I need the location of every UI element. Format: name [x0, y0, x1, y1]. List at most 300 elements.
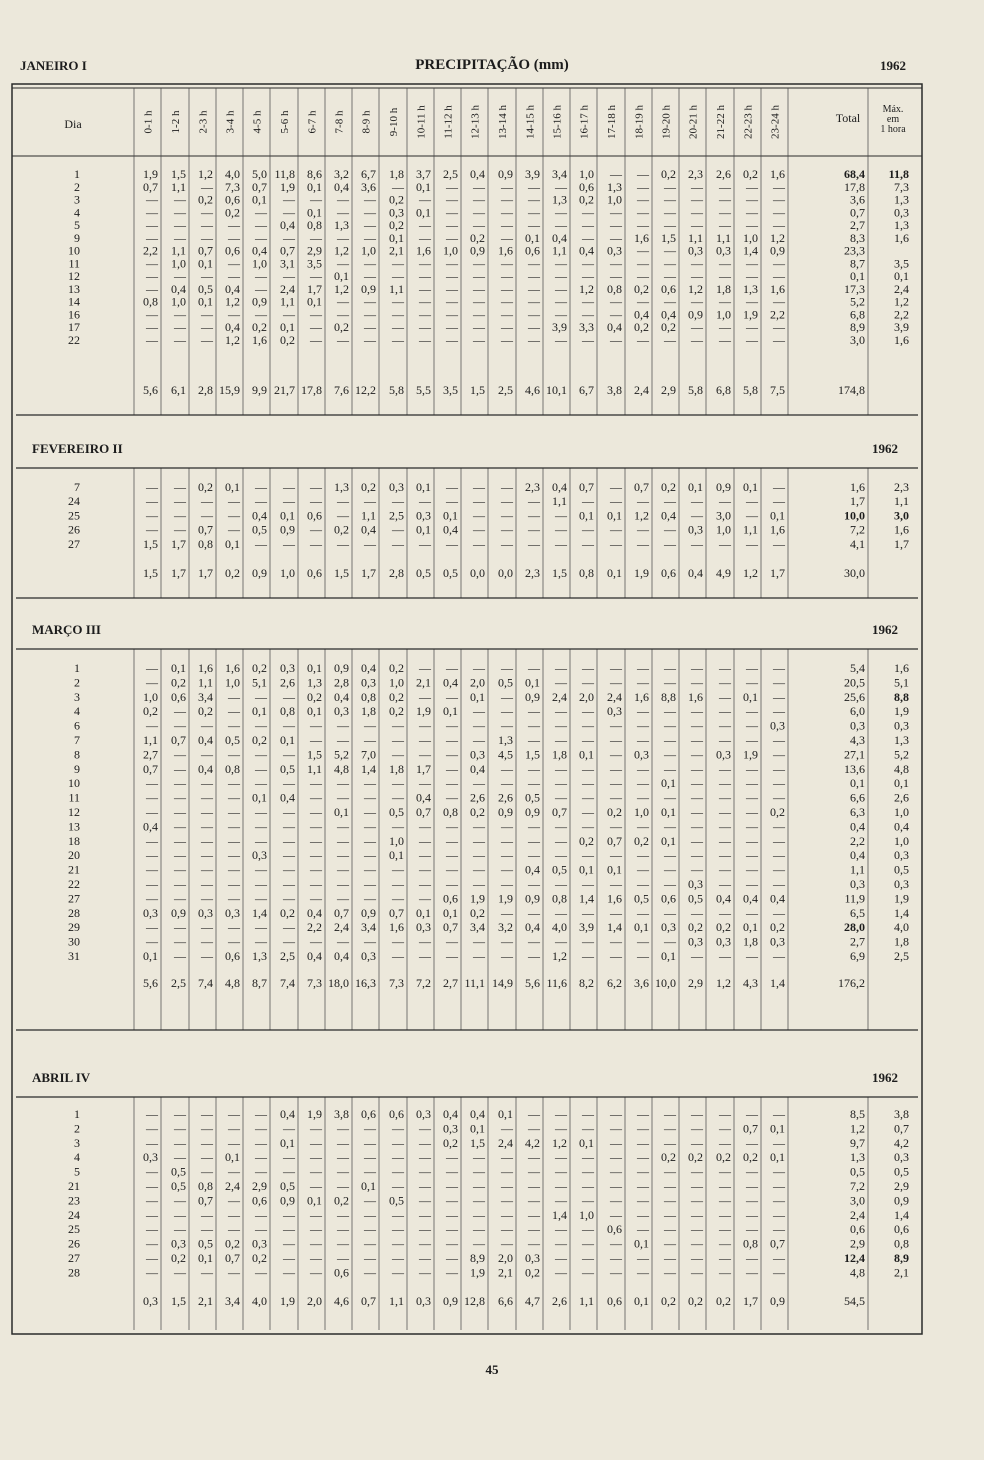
data-cell: —: [174, 480, 186, 494]
data-cell: 2,9: [307, 243, 322, 258]
data-cell: —: [691, 179, 703, 194]
data-cell: —: [337, 508, 349, 523]
data-cell: —: [255, 1265, 267, 1280]
data-cell: —: [501, 848, 513, 863]
data-cell: —: [174, 1193, 186, 1208]
data-cell: —: [501, 494, 513, 509]
row-day: 8: [74, 747, 80, 762]
data-cell: 0,4: [470, 167, 485, 181]
data-cell: —: [283, 480, 295, 494]
data-cell: —: [773, 1193, 785, 1208]
data-cell: 1,0: [443, 243, 458, 258]
data-cell: 1,5: [171, 167, 186, 181]
row-day: 24: [68, 1207, 80, 1222]
total-cell: 4,3: [743, 976, 758, 990]
row-max: 1,7: [894, 536, 909, 551]
data-cell: 0,1: [307, 704, 322, 719]
data-cell: —: [337, 934, 349, 949]
data-cell: 0,1: [334, 269, 349, 284]
row-max: 1,9: [894, 891, 909, 906]
data-cell: 0,1: [770, 1121, 785, 1136]
data-cell: —: [637, 848, 649, 863]
data-cell: —: [283, 1207, 295, 1222]
row-total: 0,5: [850, 1164, 865, 1179]
data-cell: —: [446, 281, 458, 296]
total-cell: 0,6: [307, 566, 322, 580]
data-cell: —: [528, 1150, 540, 1165]
data-cell: —: [446, 833, 458, 848]
row-total: 8,7: [850, 256, 865, 271]
data-cell: —: [174, 934, 186, 949]
data-cell: —: [528, 1236, 540, 1251]
data-cell: —: [637, 1150, 649, 1165]
column-header-hour: 6-7 h: [306, 110, 319, 134]
data-cell: 0,4: [198, 761, 213, 776]
row-total: 10,0: [844, 508, 865, 523]
data-cell: —: [528, 1107, 540, 1121]
data-cell: —: [582, 905, 594, 920]
data-cell: —: [228, 833, 240, 848]
column-header-hour: 3-4 h: [224, 110, 237, 134]
data-cell: —: [392, 1251, 404, 1265]
row-total: 0,6: [850, 1222, 865, 1237]
data-cell: —: [610, 848, 622, 863]
data-cell: —: [201, 848, 213, 863]
data-cell: —: [473, 776, 485, 791]
data-cell: —: [582, 536, 594, 551]
column-header-hour: 23-24 h: [769, 105, 782, 139]
data-cell: —: [255, 307, 267, 322]
data-cell: 0,4: [470, 1107, 485, 1121]
data-cell: —: [637, 1107, 649, 1121]
data-cell: —: [610, 1107, 622, 1121]
data-cell: —: [746, 776, 758, 791]
data-cell: 0,1: [280, 320, 295, 335]
total-cell: 11,6: [546, 976, 567, 990]
data-cell: 1,5: [470, 1135, 485, 1150]
data-cell: —: [528, 179, 540, 194]
data-cell: —: [228, 819, 240, 834]
data-cell: —: [501, 776, 513, 791]
data-cell: 1,0: [361, 243, 376, 258]
data-cell: 0,3: [198, 905, 213, 920]
total-cell: 9,9: [252, 383, 267, 397]
data-cell: 2,4: [225, 1179, 240, 1193]
data-cell: —: [773, 761, 785, 776]
data-cell: 0,1: [334, 805, 349, 819]
total-cell: 1,7: [770, 566, 785, 580]
data-cell: 0,5: [688, 891, 703, 906]
data-cell: 0,8: [143, 294, 158, 309]
total-cell: 5,6: [525, 976, 540, 990]
row-day: 18: [68, 833, 80, 848]
data-cell: 0,9: [525, 689, 540, 704]
data-cell: —: [637, 877, 649, 891]
data-cell: —: [691, 269, 703, 284]
row-total: 6,5: [850, 905, 865, 920]
data-cell: —: [364, 733, 376, 747]
data-cell: —: [446, 934, 458, 949]
data-cell: 0,4: [661, 508, 676, 523]
data-cell: 0,4: [443, 1107, 458, 1121]
data-cell: —: [610, 790, 622, 805]
data-cell: —: [610, 733, 622, 747]
data-cell: 1,0: [171, 256, 186, 271]
data-cell: —: [746, 1251, 758, 1265]
data-cell: —: [746, 333, 758, 348]
data-cell: —: [637, 1207, 649, 1222]
data-cell: —: [637, 704, 649, 719]
data-cell: 1,6: [198, 661, 213, 675]
data-cell: 0,5: [198, 281, 213, 296]
data-cell: —: [392, 494, 404, 509]
data-cell: —: [664, 1164, 676, 1179]
data-cell: —: [555, 307, 567, 322]
data-cell: —: [528, 294, 540, 309]
data-cell: —: [746, 949, 758, 963]
data-cell: —: [610, 1207, 622, 1222]
data-cell: —: [283, 891, 295, 906]
total-cell: 5,8: [389, 383, 404, 397]
data-cell: —: [501, 508, 513, 523]
total-cell: 6,1: [171, 383, 186, 397]
data-cell: —: [637, 494, 649, 509]
data-cell: 1,1: [361, 508, 376, 523]
data-cell: 0,4: [470, 761, 485, 776]
data-cell: 0,2: [252, 1251, 267, 1265]
data-cell: —: [146, 805, 158, 819]
data-cell: —: [255, 536, 267, 551]
data-cell: —: [446, 776, 458, 791]
data-cell: 0,4: [443, 675, 458, 690]
data-cell: —: [419, 320, 431, 335]
data-cell: —: [283, 819, 295, 834]
data-cell: —: [501, 1150, 513, 1165]
data-cell: 0,4: [252, 243, 267, 258]
data-cell: —: [419, 1251, 431, 1265]
data-cell: 0,1: [743, 920, 758, 935]
row-day: 5: [74, 218, 80, 233]
data-cell: —: [691, 218, 703, 233]
data-cell: —: [473, 718, 485, 733]
row-day: 10: [68, 243, 80, 258]
data-cell: —: [283, 494, 295, 509]
data-cell: —: [201, 747, 213, 762]
data-cell: —: [174, 891, 186, 906]
data-cell: —: [746, 1193, 758, 1208]
data-cell: —: [337, 1164, 349, 1179]
data-cell: —: [337, 1135, 349, 1150]
data-cell: —: [582, 661, 594, 675]
data-cell: 1,2: [225, 294, 240, 309]
data-cell: —: [528, 934, 540, 949]
data-cell: —: [310, 1207, 322, 1222]
data-cell: —: [146, 281, 158, 296]
data-cell: —: [310, 718, 322, 733]
data-cell: 0,3: [661, 920, 676, 935]
data-cell: —: [283, 1236, 295, 1251]
data-cell: —: [555, 508, 567, 523]
data-cell: —: [364, 1251, 376, 1265]
total-cell: 18,0: [328, 976, 349, 990]
row-total: 27,1: [844, 747, 865, 762]
row-day: 26: [68, 522, 80, 537]
data-cell: —: [201, 230, 213, 245]
data-cell: —: [255, 269, 267, 284]
row-max: 0,3: [894, 848, 909, 863]
data-cell: —: [610, 333, 622, 348]
data-cell: —: [610, 819, 622, 834]
data-cell: —: [146, 718, 158, 733]
data-cell: —: [283, 747, 295, 762]
data-cell: 0,4: [225, 281, 240, 296]
data-cell: —: [691, 1164, 703, 1179]
data-cell: —: [691, 294, 703, 309]
row-day: 21: [68, 862, 80, 877]
row-day: 9: [74, 761, 80, 776]
data-cell: 3,3: [579, 320, 594, 335]
data-cell: —: [174, 494, 186, 509]
data-cell: 0,1: [416, 480, 431, 494]
total-cell: 12,2: [355, 383, 376, 397]
data-cell: —: [664, 905, 676, 920]
data-cell: —: [719, 661, 731, 675]
data-cell: —: [392, 862, 404, 877]
data-cell: —: [773, 1164, 785, 1179]
data-cell: —: [310, 819, 322, 834]
data-cell: —: [174, 218, 186, 233]
data-cell: 0,2: [389, 689, 404, 704]
row-day: 2: [74, 1121, 80, 1136]
data-cell: —: [528, 508, 540, 523]
total-cell: 0,2: [225, 566, 240, 580]
data-cell: 0,3: [443, 1121, 458, 1136]
data-cell: —: [501, 179, 513, 194]
row-total: 8,3: [850, 230, 865, 245]
total-cell: 2,9: [688, 976, 703, 990]
data-cell: 0,1: [661, 833, 676, 848]
data-cell: —: [582, 1179, 594, 1193]
data-cell: —: [255, 920, 267, 935]
data-cell: 1,6: [688, 689, 703, 704]
data-cell: —: [528, 256, 540, 271]
total-cell: 7,3: [389, 976, 404, 990]
data-cell: —: [392, 718, 404, 733]
data-cell: 11,8: [274, 167, 295, 181]
data-cell: —: [582, 877, 594, 891]
data-cell: —: [582, 1107, 594, 1121]
data-cell: —: [283, 934, 295, 949]
data-cell: —: [146, 205, 158, 220]
data-cell: —: [364, 833, 376, 848]
data-cell: —: [310, 192, 322, 207]
data-cell: 1,2: [225, 333, 240, 348]
column-header-hour: 20-21 h: [687, 105, 700, 139]
data-cell: —: [337, 1251, 349, 1265]
data-cell: —: [501, 480, 513, 494]
data-cell: 1,0: [743, 230, 758, 245]
data-cell: —: [255, 934, 267, 949]
data-cell: —: [746, 508, 758, 523]
data-cell: —: [146, 494, 158, 509]
data-cell: —: [146, 920, 158, 935]
column-header-hour: 15-16 h: [551, 105, 564, 139]
data-cell: —: [773, 1179, 785, 1193]
total-cell: 14,9: [492, 976, 513, 990]
data-cell: —: [310, 862, 322, 877]
data-cell: —: [228, 1207, 240, 1222]
data-cell: —: [392, 179, 404, 194]
data-cell: —: [691, 1222, 703, 1237]
data-cell: —: [637, 1251, 649, 1265]
data-cell: —: [746, 256, 758, 271]
data-cell: 0,4: [716, 891, 731, 906]
row-day: 17: [68, 320, 80, 335]
data-cell: —: [664, 1251, 676, 1265]
data-cell: —: [528, 1121, 540, 1136]
data-cell: —: [337, 862, 349, 877]
data-cell: 1,8: [389, 167, 404, 181]
data-cell: —: [201, 833, 213, 848]
total-cell: 2,4: [634, 383, 649, 397]
data-cell: 0,1: [470, 1121, 485, 1136]
data-cell: —: [555, 179, 567, 194]
data-cell: 0,7: [143, 761, 158, 776]
data-cell: 1,6: [225, 661, 240, 675]
data-cell: —: [201, 934, 213, 949]
data-cell: 0,3: [416, 1107, 431, 1121]
data-cell: —: [582, 675, 594, 690]
data-cell: —: [174, 269, 186, 284]
data-cell: —: [419, 1135, 431, 1150]
data-cell: —: [691, 1251, 703, 1265]
data-cell: 0,6: [389, 1107, 404, 1121]
row-max: 8,8: [894, 689, 909, 704]
data-cell: 0,3: [607, 243, 622, 258]
data-cell: —: [664, 179, 676, 194]
data-cell: 0,1: [416, 522, 431, 537]
data-cell: —: [174, 1121, 186, 1136]
data-cell: 5,0: [252, 167, 267, 181]
data-cell: —: [746, 179, 758, 194]
data-cell: 0,7: [198, 243, 213, 258]
data-cell: —: [337, 1207, 349, 1222]
data-cell: —: [337, 536, 349, 551]
data-cell: —: [555, 1236, 567, 1251]
data-cell: 0,2: [307, 689, 322, 704]
data-cell: 4,8: [334, 761, 349, 776]
data-cell: —: [746, 1107, 758, 1121]
data-cell: —: [392, 1121, 404, 1136]
row-day: 12: [68, 269, 80, 284]
data-cell: —: [228, 805, 240, 819]
data-cell: —: [255, 1107, 267, 1121]
total-cell: 0,0: [498, 566, 513, 580]
data-cell: —: [473, 522, 485, 537]
data-cell: —: [201, 218, 213, 233]
data-cell: —: [555, 1164, 567, 1179]
data-cell: 0,1: [225, 480, 240, 494]
row-day: 24: [68, 494, 80, 509]
data-cell: 0,2: [171, 1251, 186, 1265]
data-cell: —: [582, 230, 594, 245]
total-cell: 6,7: [579, 383, 594, 397]
data-cell: 0,2: [389, 704, 404, 719]
row-max: 0,8: [894, 1236, 909, 1251]
data-cell: —: [555, 877, 567, 891]
data-cell: —: [310, 307, 322, 322]
total-cell: 11,1: [464, 976, 485, 990]
data-cell: —: [773, 1265, 785, 1280]
data-cell: —: [473, 848, 485, 863]
total-cell: 15,9: [219, 383, 240, 397]
year-label: 1962: [880, 58, 906, 73]
data-cell: 0,5: [525, 790, 540, 805]
data-cell: 0,2: [252, 733, 267, 747]
data-cell: —: [746, 294, 758, 309]
data-cell: —: [228, 689, 240, 704]
data-cell: 0,9: [361, 905, 376, 920]
data-cell: —: [637, 1179, 649, 1193]
data-cell: —: [637, 167, 649, 181]
data-cell: —: [310, 494, 322, 509]
data-cell: 0,3: [252, 848, 267, 863]
data-cell: —: [664, 256, 676, 271]
data-cell: —: [555, 934, 567, 949]
data-cell: —: [637, 294, 649, 309]
data-cell: —: [174, 522, 186, 537]
data-cell: —: [174, 508, 186, 523]
data-cell: —: [446, 205, 458, 220]
total-cell: 2,1: [198, 1294, 213, 1308]
row-total: 12,4: [844, 1251, 865, 1265]
data-cell: 3,6: [361, 179, 376, 194]
data-cell: —: [310, 230, 322, 245]
row-day: 21: [68, 1179, 80, 1193]
data-cell: —: [555, 675, 567, 690]
row-max: 0,3: [894, 205, 909, 220]
total-cell: 0,1: [634, 1294, 649, 1308]
data-cell: —: [582, 1121, 594, 1136]
data-cell: —: [446, 1222, 458, 1237]
data-cell: —: [392, 522, 404, 537]
total-cell: 5,6: [143, 383, 158, 397]
data-cell: 3,8: [334, 1107, 349, 1121]
column-header-hour: 9-10 h: [388, 107, 400, 137]
data-cell: 0,4: [171, 281, 186, 296]
data-cell: —: [555, 819, 567, 834]
data-cell: 0,2: [688, 920, 703, 935]
data-cell: —: [691, 790, 703, 805]
data-cell: 1,5: [661, 230, 676, 245]
row-total: 4,3: [850, 733, 865, 747]
data-cell: —: [528, 1164, 540, 1179]
total-cell: 10,0: [655, 976, 676, 990]
data-cell: —: [719, 536, 731, 551]
data-cell: 1,0: [716, 307, 731, 322]
data-cell: —: [337, 877, 349, 891]
column-header-max: em: [886, 114, 900, 125]
data-cell: —: [337, 1150, 349, 1165]
data-cell: —: [528, 192, 540, 207]
data-cell: —: [473, 192, 485, 207]
row-max: 5,2: [894, 747, 909, 762]
data-cell: 2,0: [470, 675, 485, 690]
data-cell: —: [310, 1121, 322, 1136]
data-cell: —: [582, 205, 594, 220]
data-cell: 3,9: [579, 920, 594, 935]
data-cell: 0,2: [743, 1150, 758, 1165]
